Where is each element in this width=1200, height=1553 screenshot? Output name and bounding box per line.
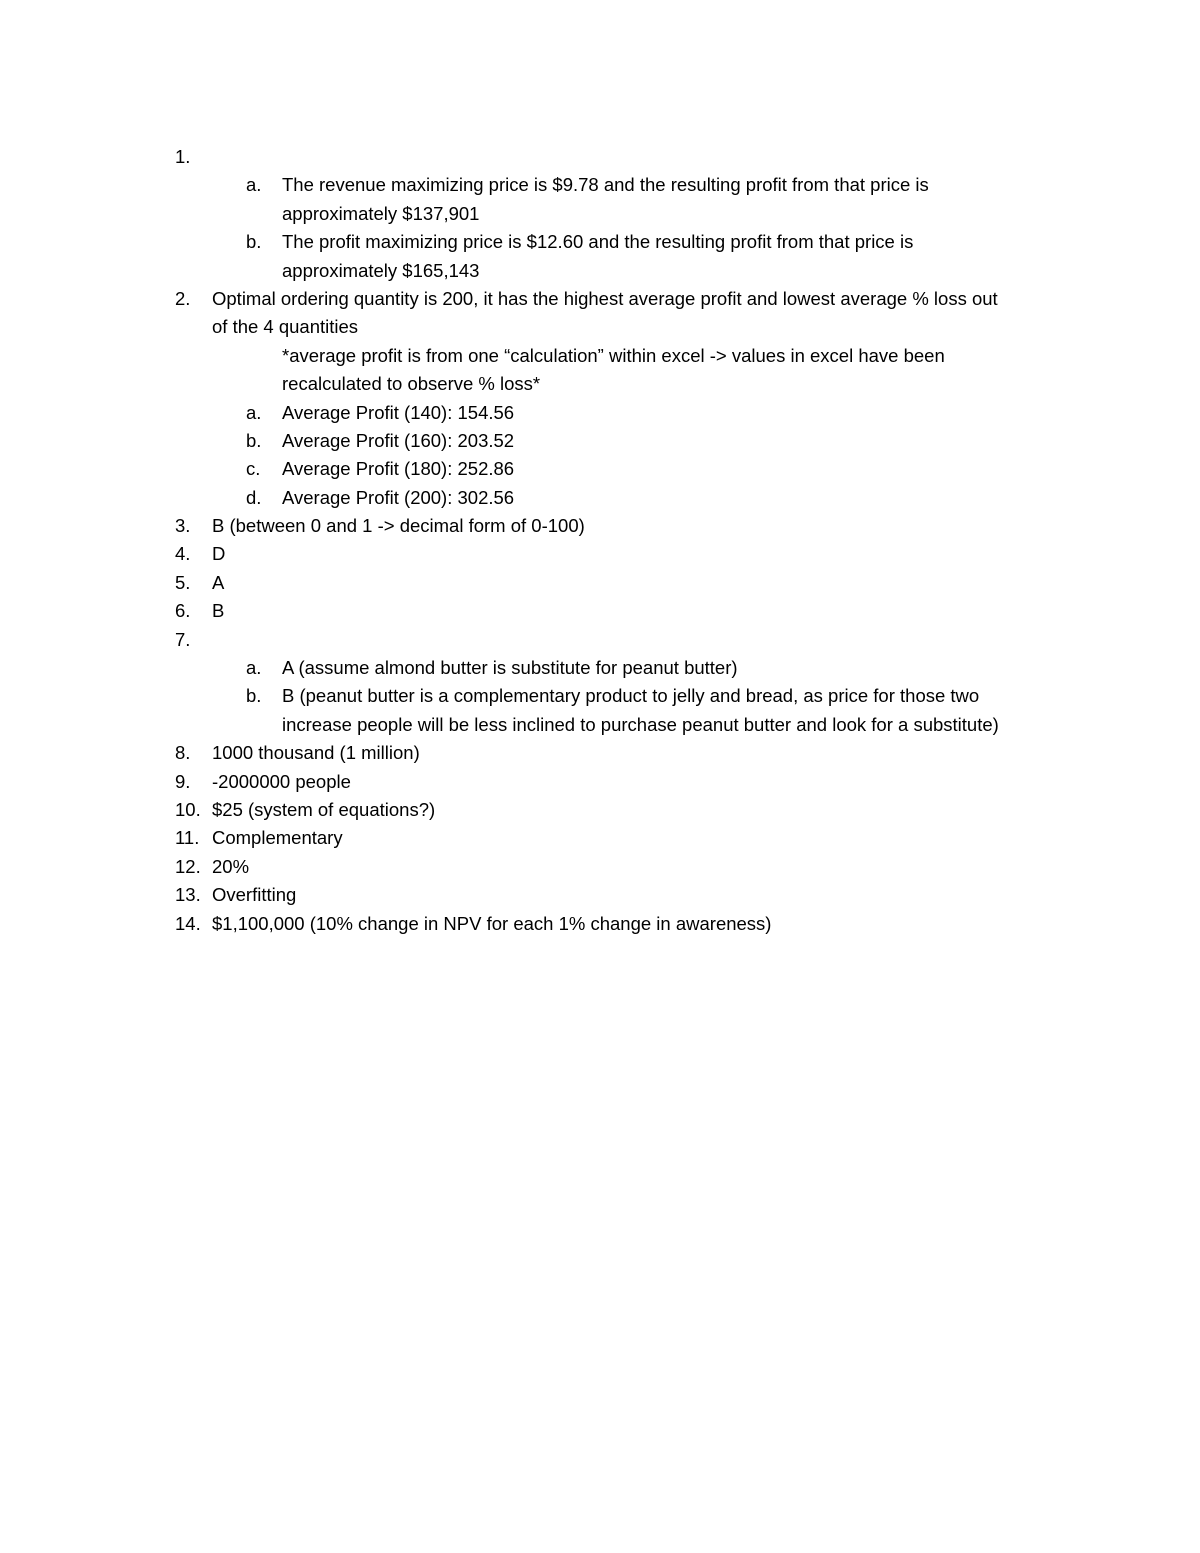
sub-item-7b-continued — [0, 711, 1200, 739]
item-text: of the 4 quantities — [212, 316, 359, 338]
item-text: A — [212, 571, 225, 593]
sub-item-1b — [0, 228, 1200, 256]
item-number: 2. — [175, 287, 191, 309]
sub-item-text: approximately $137,901 — [282, 202, 480, 224]
list-item-4 — [0, 540, 1200, 568]
sub-item-2c — [0, 455, 1200, 483]
item-text: Complementary — [212, 827, 343, 849]
item-text: -2000000 people — [212, 770, 351, 792]
item-text: B — [212, 600, 225, 622]
item-text: 1000 thousand (1 million) — [212, 742, 420, 764]
item-number: 13. — [175, 884, 201, 906]
item-number: 8. — [175, 742, 191, 764]
item-text: D — [212, 543, 226, 565]
note-line-1 — [0, 342, 1200, 370]
sub-item-text: The revenue maximizing price is $9.78 and the resulting profit from that price is — [282, 174, 929, 196]
sub-marker: b. — [246, 429, 262, 451]
item-number: 5. — [175, 571, 191, 593]
sub-marker: a. — [246, 657, 262, 679]
item-number: 9. — [175, 770, 191, 792]
list-item-10 — [0, 796, 1200, 824]
sub-item-text: The profit maximizing price is $12.60 and the resulting profit from that price is — [282, 231, 914, 253]
item-text: Optimal ordering quantity is 200, it has the highest average profit and lowest average % loss out — [212, 287, 998, 309]
sub-marker: c. — [246, 458, 261, 480]
item-number: 1. — [175, 146, 191, 167]
sub-item-text: Average Profit (140): 154.56 — [282, 401, 515, 423]
list-item-6 — [0, 597, 1200, 625]
item-number: 12. — [175, 855, 201, 877]
item-number: 7. — [175, 628, 191, 650]
sub-item-7a — [0, 654, 1200, 682]
item-number: 4. — [175, 543, 191, 565]
list-item-3 — [0, 512, 1200, 540]
item-text: 20% — [212, 855, 250, 877]
item-number: 6. — [175, 600, 191, 622]
item-text: $25 (system of equations?) — [212, 798, 436, 820]
note-text: *average profit is from one “calculation” within excel -> values in excel have been — [282, 344, 945, 366]
sub-item-1a-continued — [0, 200, 1200, 228]
list-item-11 — [0, 824, 1200, 852]
sub-item-1b-continued — [0, 257, 1200, 285]
item-number: 10. — [175, 798, 201, 820]
list-item-1 — [0, 143, 1200, 171]
list-item-2-continued — [0, 313, 1200, 341]
list-item-13 — [0, 881, 1200, 909]
item-text: Overfitting — [212, 884, 297, 906]
item-number: 11. — [175, 827, 200, 849]
sub-marker: b. — [246, 685, 262, 707]
list-item-5 — [0, 569, 1200, 597]
list-item-14 — [0, 910, 1200, 938]
sub-item-7b — [0, 682, 1200, 710]
sub-item-1a — [0, 171, 1200, 199]
item-text: B (between 0 and 1 -> decimal form of 0-100) — [212, 515, 585, 537]
list-item-12 — [0, 853, 1200, 881]
sub-item-2d — [0, 484, 1200, 512]
sub-item-text: A (assume almond butter is substitute for peanut butter) — [282, 657, 738, 679]
list-item-7 — [0, 626, 1200, 654]
note-text: recalculated to observe % loss* — [282, 373, 541, 395]
sub-marker: a. — [246, 174, 262, 196]
sub-item-2a — [0, 399, 1200, 427]
item-number: 14. — [175, 912, 201, 934]
sub-item-text: Average Profit (180): 252.86 — [282, 458, 515, 480]
list-item-2 — [0, 285, 1200, 313]
answer-list — [0, 143, 1200, 938]
sub-marker: a. — [246, 401, 262, 423]
item-number: 3. — [175, 515, 191, 537]
sub-item-text: Average Profit (160): 203.52 — [282, 429, 515, 451]
sub-item-text: Average Profit (200): 302.56 — [282, 486, 515, 508]
list-item-8 — [0, 739, 1200, 767]
sub-item-text: increase people will be less inclined to purchase peanut butter and look for a substitute) — [282, 713, 999, 735]
sub-item-2b — [0, 427, 1200, 455]
list-item-9 — [0, 768, 1200, 796]
sub-item-text: B (peanut butter is a complementary product to jelly and bread, as price for those two — [282, 685, 980, 707]
note-line-2 — [0, 370, 1200, 398]
sub-marker: d. — [246, 486, 262, 508]
item-text: $1,100,000 (10% change in NPV for each 1% change in awareness) — [212, 912, 772, 934]
sub-item-text: approximately $165,143 — [282, 259, 480, 281]
sub-marker: b. — [246, 231, 262, 253]
